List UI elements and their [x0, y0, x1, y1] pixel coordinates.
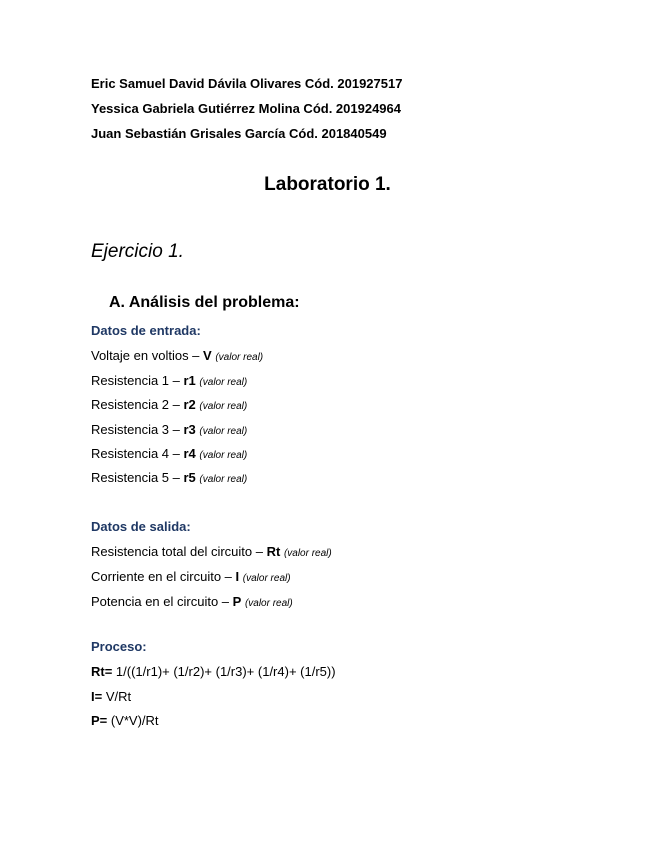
process-heading: Proceso:	[91, 639, 147, 654]
input-item: Resistencia 3 – r3 (valor real)	[91, 422, 248, 437]
author-line: Eric Samuel David Dávila Olivares Cód. 201927517	[91, 76, 403, 91]
input-item: Resistencia 2 – r2 (valor real)	[91, 397, 248, 412]
author-line: Yessica Gabriela Gutiérrez Molina Cód. 201924964	[91, 101, 401, 116]
formula-line: P= (V*V)/Rt	[91, 713, 159, 728]
formula-line: Rt= 1/((1/r1)+ (1/r2)+ (1/r3)+ (1/r4)+ (1/r5))	[91, 664, 336, 679]
output-item: Resistencia total del circuito – Rt (valor real)	[91, 544, 332, 559]
output-item: Potencia en el circuito – P (valor real)	[91, 594, 293, 609]
input-item: Resistencia 1 – r1 (valor real)	[91, 373, 248, 388]
input-item: Voltaje en voltios – V (valor real)	[91, 348, 264, 363]
input-item: Resistencia 5 – r5 (valor real)	[91, 470, 248, 485]
input-item: Resistencia 4 – r4 (valor real)	[91, 446, 248, 461]
document-title: Laboratorio 1.	[264, 174, 391, 195]
author-line: Juan Sebastián Grisales García Cód. 201840549	[91, 126, 387, 141]
output-data-heading: Datos de salida:	[91, 519, 191, 534]
output-item: Corriente en el circuito – I (valor real)	[91, 569, 291, 584]
exercise-heading: Ejercicio 1.	[91, 241, 184, 262]
input-data-heading: Datos de entrada:	[91, 323, 201, 338]
analysis-subheading: A. Análisis del problema:	[109, 294, 300, 311]
formula-line: I= V/Rt	[91, 689, 132, 704]
